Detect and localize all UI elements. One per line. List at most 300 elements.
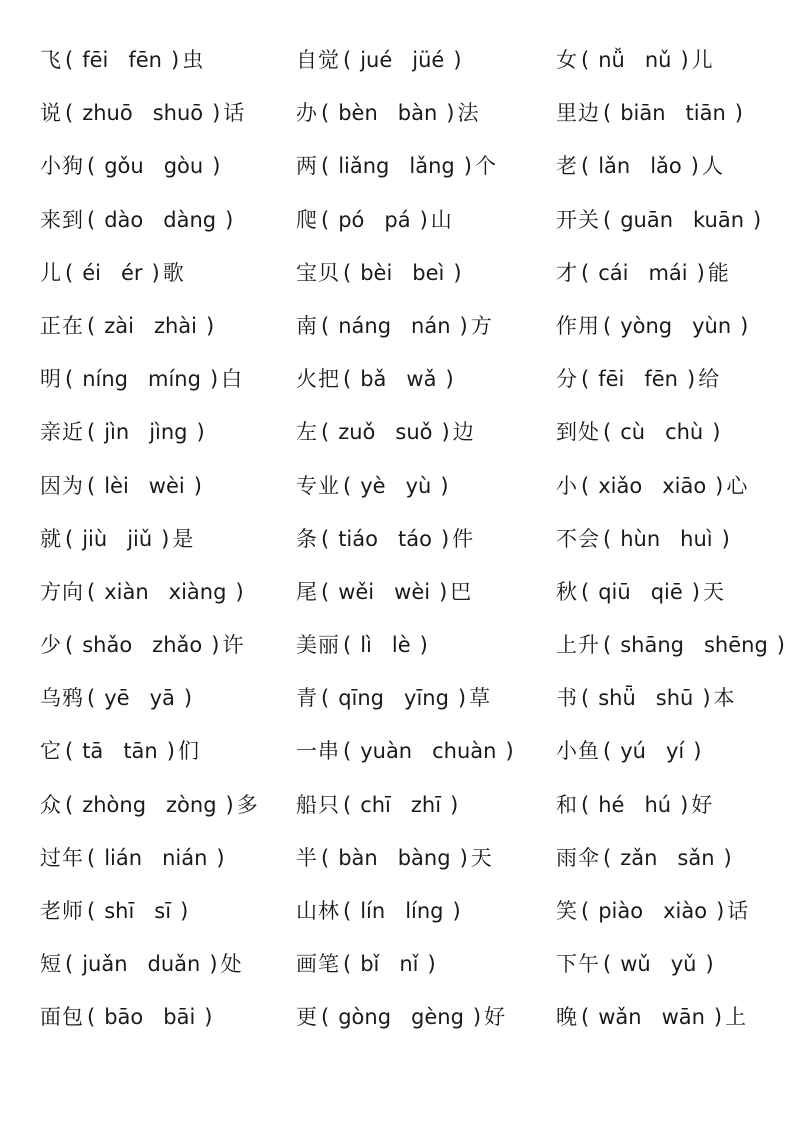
exercise-item: [296, 832, 517, 885]
word-after: 歌: [162, 260, 185, 285]
pinyin-option-a: bǎ: [360, 367, 387, 392]
word-before: 秋: [556, 579, 578, 604]
pinyin-option-b: lè: [391, 633, 411, 658]
pinyin-option-a: bèi: [360, 260, 393, 285]
word-before: 说: [40, 101, 62, 126]
exercise-item: [296, 300, 517, 353]
pinyin-option-a: yē: [104, 686, 130, 711]
word-before: 儿: [40, 260, 62, 285]
word-after: 草: [469, 686, 492, 711]
exercise-item: [296, 406, 517, 459]
pinyin-option-a: yuàn: [360, 739, 413, 764]
close-paren: ): [205, 313, 215, 338]
open-paren: (: [321, 526, 330, 551]
word-before: 两: [296, 154, 318, 179]
word-before: 飞: [40, 48, 62, 72]
open-paren: (: [603, 420, 612, 445]
close-paren: ): [723, 845, 732, 870]
word-after: 件: [452, 526, 475, 551]
open-paren: (: [65, 367, 74, 392]
word-before: 笑: [556, 899, 578, 923]
close-paren: ): [166, 739, 175, 764]
pinyin-option-a: shǎo: [82, 633, 133, 658]
exercise-item: [40, 725, 259, 778]
pinyin-option-b: nǔ: [644, 48, 672, 72]
exercise-item: [40, 938, 259, 991]
pinyin-option-a: fēi: [82, 48, 109, 72]
open-paren: (: [343, 367, 352, 392]
open-paren: (: [87, 1005, 96, 1030]
pinyin-option-b: jìng: [149, 420, 188, 445]
pinyin-option-a: dào: [104, 207, 144, 232]
exercise-item: [296, 619, 517, 672]
pinyin-option-b: qiē: [650, 579, 683, 604]
close-paren: ): [209, 367, 219, 392]
pinyin-option-a: hé: [598, 792, 625, 817]
exercise-item: [296, 513, 517, 566]
close-paren: ): [183, 686, 193, 711]
exercise-item: [296, 672, 517, 725]
word-before: 下午: [556, 952, 600, 977]
word-before: 爬: [296, 207, 318, 232]
word-before: 众: [40, 792, 62, 817]
pinyin-option-b: chù: [665, 420, 704, 445]
pinyin-option-b: duǎn: [147, 952, 201, 977]
open-paren: (: [581, 792, 590, 817]
word-after: 上: [725, 1005, 748, 1030]
word-before: 因为: [40, 473, 84, 498]
word-before: 办: [296, 101, 318, 126]
pinyin-option-b: ér: [120, 260, 143, 285]
word-before: 书: [556, 686, 578, 711]
pinyin-option-b: lǎng: [409, 154, 455, 179]
exercise-item: [40, 140, 259, 193]
close-paren: ): [446, 101, 455, 126]
pinyin-option-b: yùn: [692, 313, 732, 338]
pinyin-option-b: shū: [655, 686, 694, 711]
exercise-item: [296, 247, 517, 300]
pinyin-option-a: tiáo: [338, 526, 378, 551]
exercise-item: [40, 566, 259, 619]
open-paren: (: [343, 952, 352, 977]
pinyin-option-b: lǎo: [650, 154, 682, 179]
close-paren: ): [691, 579, 700, 604]
close-paren: ): [721, 526, 730, 551]
pinyin-option-b: chuàn: [432, 739, 497, 764]
close-paren: ): [427, 952, 436, 977]
word-before: 少: [40, 633, 62, 658]
close-paren: ): [212, 101, 221, 126]
word-after: 本: [713, 686, 736, 711]
word-before: 不会: [556, 526, 600, 551]
word-after: 能: [707, 260, 730, 285]
word-before: 里边: [556, 101, 600, 126]
open-paren: (: [65, 633, 74, 658]
pinyin-option-a: zhòng: [82, 792, 147, 817]
pinyin-option-b: nán: [411, 313, 451, 338]
close-paren: ): [459, 845, 468, 870]
word-after: 们: [177, 739, 200, 764]
exercise-item: [40, 300, 259, 353]
exercise-item: [296, 353, 517, 406]
close-paren: ): [439, 579, 448, 604]
exercise-item: [40, 672, 259, 725]
close-paren: ): [180, 899, 189, 923]
word-before: 乌鸦: [40, 686, 84, 711]
exercise-item: [296, 566, 517, 619]
word-before: 开关: [556, 207, 600, 232]
word-after: 虫: [182, 48, 205, 72]
close-paren: ): [715, 473, 724, 498]
word-after: 天: [702, 579, 725, 604]
pinyin-option-b: wǎ: [406, 367, 437, 392]
pinyin-option-a: níng: [82, 367, 128, 392]
close-paren: ): [716, 899, 725, 923]
pinyin-option-a: bèn: [338, 101, 378, 126]
pinyin-option-b: tān: [123, 739, 158, 764]
exercise-item: [40, 779, 259, 832]
pinyin-option-b: sī: [154, 899, 172, 923]
open-paren: (: [581, 899, 590, 923]
word-after: 白: [221, 367, 244, 392]
pinyin-option-b: zhài: [153, 313, 197, 338]
open-paren: (: [87, 313, 96, 338]
pinyin-option-a: xiàn: [104, 579, 149, 604]
exercise-item: [556, 247, 788, 300]
close-paren: ): [463, 154, 472, 179]
open-paren: (: [87, 845, 96, 870]
exercise-item: [40, 87, 259, 140]
word-before: 亲近: [40, 420, 84, 445]
pinyin-option-b: zhǎo: [152, 633, 203, 658]
pinyin-option-b: yīng: [404, 686, 449, 711]
pinyin-option-a: hùn: [620, 526, 661, 551]
pinyin-option-b: wèi: [148, 473, 185, 498]
open-paren: (: [343, 260, 352, 285]
word-after: 心: [726, 473, 749, 498]
close-paren: ): [740, 313, 749, 338]
exercise-item: [556, 87, 788, 140]
close-paren: ): [452, 899, 461, 923]
word-before: 更: [296, 1005, 318, 1030]
word-after: 多: [236, 792, 259, 817]
pinyin-option-a: shāng: [620, 633, 684, 658]
pinyin-option-a: éi: [82, 260, 101, 285]
exercise-item: [40, 513, 259, 566]
word-before: 才: [556, 260, 578, 285]
exercise-item: [296, 194, 517, 247]
exercise-item: [556, 513, 788, 566]
word-after: 好: [484, 1005, 507, 1030]
word-before: 它: [40, 739, 62, 764]
close-paren: ): [453, 48, 462, 72]
pinyin-option-b: kuān: [693, 207, 745, 232]
exercise-item: [556, 938, 788, 991]
pinyin-option-b: xiāo: [662, 473, 707, 498]
close-paren: ): [690, 154, 699, 179]
pinyin-option-b: líng: [405, 899, 444, 923]
pinyin-option-b: jiǔ: [127, 526, 153, 551]
open-paren: (: [321, 579, 330, 604]
word-after: 天: [470, 845, 493, 870]
pinyin-option-b: táo: [398, 526, 432, 551]
close-paren: ): [453, 260, 462, 285]
word-before: 美丽: [296, 633, 340, 658]
word-before: 火把: [296, 367, 340, 392]
close-paren: ): [459, 313, 468, 338]
word-before: 一串: [296, 739, 340, 764]
word-before: 山林: [296, 899, 340, 923]
pinyin-option-b: pá: [384, 207, 411, 232]
open-paren: (: [65, 952, 74, 977]
word-after: 好: [691, 792, 714, 817]
pinyin-option-b: shuō: [152, 101, 204, 126]
open-paren: (: [603, 845, 612, 870]
close-paren: ): [686, 367, 696, 392]
close-paren: ): [440, 526, 450, 551]
word-before: 船只: [296, 792, 340, 817]
open-paren: (: [321, 101, 330, 126]
close-paren: ): [712, 420, 721, 445]
open-paren: (: [603, 952, 612, 977]
word-before: 条: [296, 526, 318, 551]
pinyin-option-a: wǎn: [598, 1005, 642, 1030]
exercise-item: [556, 34, 788, 87]
open-paren: (: [603, 526, 612, 551]
exercise-item: [296, 725, 517, 778]
close-paren: ): [457, 686, 467, 711]
open-paren: (: [581, 154, 590, 179]
close-paren: ): [204, 1005, 213, 1030]
pinyin-option-a: shǖ: [598, 686, 636, 711]
pinyin-option-a: zài: [104, 313, 134, 338]
pinyin-option-a: bǐ: [360, 952, 380, 977]
pinyin-option-a: chī: [360, 792, 391, 817]
exercise-item: [296, 938, 517, 991]
pinyin-option-a: biān: [620, 101, 666, 126]
word-before: 老师: [40, 899, 84, 923]
open-paren: (: [87, 154, 96, 179]
word-after: 处: [220, 952, 243, 977]
open-paren: (: [343, 899, 352, 923]
pinyin-option-b: sǎn: [677, 845, 715, 870]
word-before: 小狗: [40, 154, 84, 179]
word-before: 方向: [40, 579, 84, 604]
word-after: 话: [223, 101, 246, 126]
pinyin-option-a: lì: [360, 633, 372, 658]
open-paren: (: [321, 207, 330, 232]
pinyin-option-b: yù: [405, 473, 432, 498]
word-before: 画笔: [296, 952, 340, 977]
exercise-item: [296, 87, 517, 140]
close-paren: ): [212, 154, 221, 179]
word-after: 个: [474, 154, 497, 179]
pinyin-option-b: yā: [149, 686, 175, 711]
pinyin-option-a: gǒu: [104, 154, 144, 179]
pinyin-option-b: hú: [644, 792, 672, 817]
pinyin-option-a: pó: [338, 207, 365, 232]
open-paren: (: [65, 48, 74, 72]
pinyin-option-a: yè: [360, 473, 386, 498]
pinyin-option-b: wèi: [394, 579, 431, 604]
word-after: 给: [698, 367, 721, 392]
pinyin-option-b: yǔ: [670, 952, 697, 977]
pinyin-option-b: míng: [148, 367, 201, 392]
close-paren: ): [440, 473, 449, 498]
exercise-item: [40, 247, 259, 300]
word-before: 专业: [296, 473, 340, 498]
pinyin-option-a: xiǎo: [598, 473, 643, 498]
word-after: 巴: [450, 579, 473, 604]
pinyin-option-a: qīng: [338, 686, 385, 711]
exercise-item: [556, 406, 788, 459]
open-paren: (: [603, 313, 612, 338]
pinyin-option-a: jìn: [104, 420, 130, 445]
pinyin-option-a: cù: [620, 420, 646, 445]
pinyin-option-a: tā: [82, 739, 104, 764]
open-paren: (: [343, 48, 352, 72]
close-paren: ): [225, 207, 234, 232]
exercise-item: [556, 619, 788, 672]
word-before: 来到: [40, 207, 84, 232]
close-paren: ): [209, 952, 218, 977]
close-paren: ): [696, 260, 705, 285]
close-paren: ): [450, 792, 459, 817]
open-paren: (: [581, 1005, 590, 1030]
pinyin-option-a: juǎn: [82, 952, 128, 977]
pinyin-option-a: zuǒ: [338, 420, 376, 445]
exercise-item: [556, 725, 788, 778]
close-paren: ): [776, 633, 785, 658]
pinyin-option-b: wān: [661, 1005, 705, 1030]
close-paren: ): [235, 579, 244, 604]
pinyin-option-a: jiù: [82, 526, 108, 551]
open-paren: (: [603, 207, 612, 232]
word-before: 过年: [40, 845, 84, 870]
pinyin-option-a: qiū: [598, 579, 631, 604]
pinyin-option-b: huì: [680, 526, 713, 551]
close-paren: ): [196, 420, 205, 445]
exercise-item: [296, 779, 517, 832]
close-paren: ): [713, 1005, 723, 1030]
pinyin-option-a: bāo: [104, 1005, 144, 1030]
word-before: 上升: [556, 633, 600, 658]
pinyin-option-b: yí: [665, 739, 685, 764]
open-paren: (: [343, 473, 352, 498]
close-paren: ): [170, 48, 180, 72]
exercise-item: [556, 832, 788, 885]
close-paren: ): [680, 792, 689, 817]
word-before: 分: [556, 367, 578, 392]
close-paren: ): [705, 952, 714, 977]
open-paren: (: [343, 739, 352, 764]
word-after: 山: [430, 207, 453, 232]
word-after: 边: [452, 420, 475, 445]
exercise-item: [556, 140, 788, 193]
pinyin-option-a: zhuō: [82, 101, 133, 126]
exercise-item: [556, 194, 788, 247]
close-paren: ): [151, 260, 160, 285]
close-paren: ): [441, 420, 450, 445]
pinyin-option-a: lín: [360, 899, 386, 923]
word-after: 儿: [691, 48, 714, 72]
open-paren: (: [87, 207, 96, 232]
pinyin-option-a: liǎng: [338, 154, 390, 179]
open-paren: (: [581, 686, 590, 711]
pinyin-option-a: lèi: [104, 473, 129, 498]
pinyin-option-b: suǒ: [395, 420, 433, 445]
exercise-item: [40, 406, 259, 459]
close-paren: ): [753, 207, 762, 232]
open-paren: (: [321, 845, 330, 870]
close-paren: ): [702, 686, 711, 711]
close-paren: ): [211, 633, 220, 658]
exercise-item: [556, 991, 788, 1044]
exercise-item: [556, 885, 788, 938]
exercise-item: [296, 991, 517, 1044]
open-paren: (: [87, 686, 96, 711]
pinyin-option-b: fēn: [644, 367, 678, 392]
exercise-item: [40, 832, 259, 885]
open-paren: (: [321, 420, 330, 445]
close-paren: ): [161, 526, 170, 551]
word-before: 左: [296, 420, 318, 445]
word-before: 就: [40, 526, 62, 551]
pinyin-option-a: piào: [598, 899, 644, 923]
exercise-item: [556, 672, 788, 725]
exercise-item: [556, 779, 788, 832]
pinyin-option-b: dàng: [163, 207, 217, 232]
close-paren: ): [472, 1005, 482, 1030]
word-before: 和: [556, 792, 578, 817]
exercise-item: [296, 34, 517, 87]
pinyin-option-a: cái: [598, 260, 629, 285]
word-after: 方: [470, 313, 493, 338]
exercise-item: [556, 300, 788, 353]
exercise-item: [40, 194, 259, 247]
exercise-item: [40, 34, 259, 87]
open-paren: (: [87, 899, 96, 923]
pinyin-option-a: gòng: [338, 1005, 392, 1030]
close-paren: ): [193, 473, 202, 498]
column-3: [556, 34, 788, 1045]
pinyin-option-b: gòu: [163, 154, 204, 179]
pinyin-option-a: nǚ: [598, 48, 625, 72]
pinyin-option-b: nián: [162, 845, 208, 870]
open-paren: (: [65, 260, 74, 285]
word-after: 是: [172, 526, 195, 551]
word-before: 青: [296, 686, 318, 711]
word-before: 小: [556, 473, 578, 498]
pinyin-option-a: zǎn: [620, 845, 658, 870]
pinyin-option-b: jüé: [412, 48, 445, 72]
open-paren: (: [321, 1005, 330, 1030]
word-after: 法: [457, 101, 480, 126]
pinyin-option-b: tiān: [685, 101, 726, 126]
open-paren: (: [65, 101, 74, 126]
word-before: 老: [556, 154, 578, 179]
pinyin-option-a: shī: [104, 899, 135, 923]
open-paren: (: [581, 473, 590, 498]
pinyin-option-b: xiàng: [168, 579, 227, 604]
pinyin-option-a: guān: [620, 207, 674, 232]
pinyin-option-b: bàn: [397, 101, 438, 126]
pinyin-option-b: xiào: [663, 899, 708, 923]
word-before: 南: [296, 313, 318, 338]
close-paren: ): [419, 633, 428, 658]
close-paren: ): [216, 845, 225, 870]
pinyin-option-b: gèng: [411, 1005, 464, 1030]
